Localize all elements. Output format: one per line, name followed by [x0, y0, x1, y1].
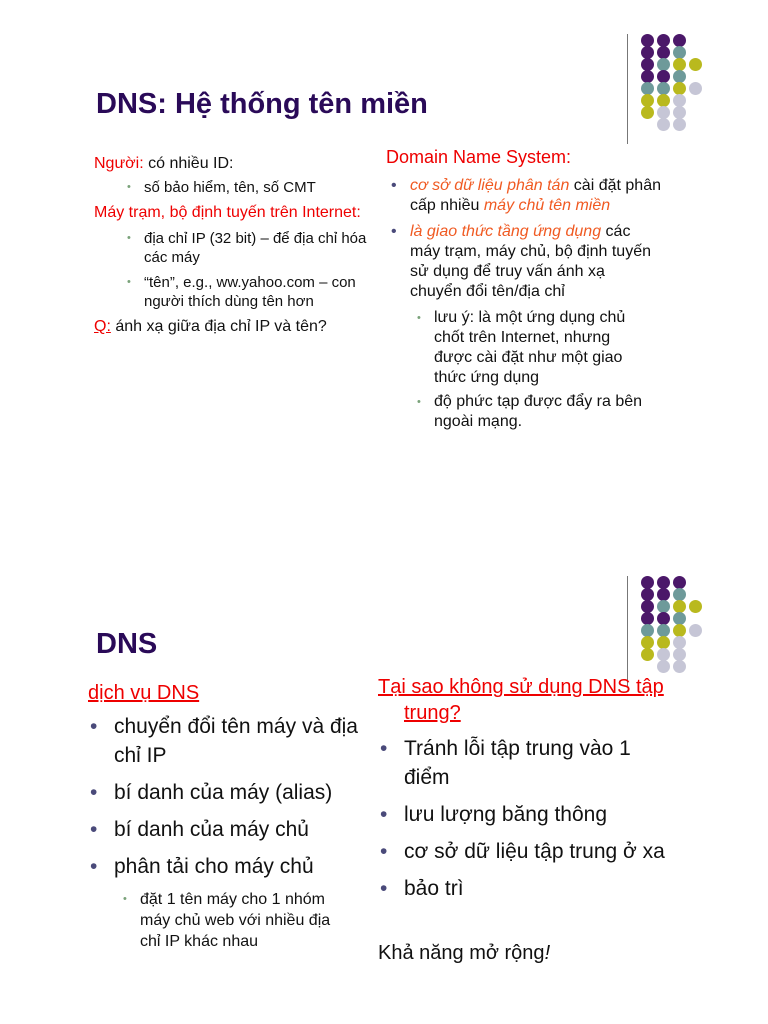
decor-dot: [689, 58, 702, 71]
reason-item: • bảo trì: [380, 877, 464, 900]
right-column: [378, 674, 678, 968]
slide-title: DNS: [96, 628, 158, 660]
people-sub-text: số bảo hiểm, tên, số CMT: [144, 179, 316, 196]
reason-item: • lưu lượng băng thông: [380, 803, 608, 826]
dns-item-1-orange-2: máy chủ tên miền: [483, 197, 611, 214]
slide-title: DNS: Hệ thống tên miền: [96, 88, 428, 120]
dns-item-1-text: cài đặt phân cấp nhiều: [410, 177, 661, 214]
reason-item-text: bảo trì: [404, 877, 464, 900]
why-list: [378, 734, 678, 903]
why-heading-text: Tại sao không sử dụng DNS tập trung?: [378, 676, 664, 724]
q-text: ánh xạ giữa địa chỉ IP và tên?: [110, 318, 327, 335]
service-item: • chuyển đổi tên máy và địa chỉ IP: [90, 715, 358, 767]
decor-dot: [689, 600, 702, 613]
dns-sub-item-2: • độ phức tạp được đẩy ra bên ngoài mạng.: [417, 393, 643, 430]
service-item-text: bí danh của máy (alias): [114, 781, 333, 804]
hosts-sub-item-2: • “tên”, e.g., ww.yahoo.com – con người thích dùng tên hơn: [127, 274, 356, 310]
decor-dot: [689, 624, 702, 637]
reason-item-text: cơ sở dữ liệu tập trung ở xa: [404, 840, 665, 863]
decor-dot: [641, 648, 654, 661]
people-line: [94, 154, 384, 174]
reason-item: • cơ sở dữ liệu tập trung ở xa: [380, 840, 665, 863]
left-column: [94, 154, 384, 337]
decor-dot: [641, 106, 654, 119]
people-label: Người:: [94, 155, 144, 172]
right-column: [386, 146, 686, 432]
dns-item-2: • là giao thức tầng ứng dụng các máy trạm, máy chủ, bộ định tuyến sử dụng để truy vấn ánh xạ chuyển đổi tên/địa chỉ: [391, 223, 651, 300]
reason-item: • Tránh lỗi tập trung vào 1 điểm: [380, 737, 631, 789]
service-item: • phân tải cho máy chủ: [90, 855, 314, 878]
services-sub-text: đặt 1 tên máy cho 1 nhóm máy chủ web với nhiều địa chỉ IP khác nhau: [140, 891, 331, 950]
question-line: [94, 317, 374, 337]
corner-divider-line: [627, 576, 628, 686]
reason-item-text: Tránh lỗi tập trung vào 1 điểm: [404, 737, 631, 789]
service-item-text: bí danh của máy chủ: [114, 818, 309, 841]
service-item: • bí danh của máy chủ: [90, 818, 309, 841]
dns-item-2-orange: là giao thức tầng ứng dụng: [410, 223, 602, 240]
people-sub-item: • số bảo hiểm, tên, số CMT: [127, 179, 316, 196]
decor-dot: [673, 660, 686, 673]
decor-dot: [689, 82, 702, 95]
scalability-footer: [378, 939, 678, 968]
slide-2: [0, 512, 768, 1024]
decor-dot: [657, 118, 670, 131]
services-sub-item: • đặt 1 tên máy cho 1 nhóm máy chủ web với nhiều địa chỉ IP khác nhau: [123, 891, 331, 950]
dns-item-2-text: các máy trạm, máy chủ, bộ định tuyến sử dụng để truy vấn ánh xạ chuyển đổi tên/địa chỉ: [410, 223, 651, 300]
service-item-text: chuyển đổi tên máy và địa chỉ IP: [114, 715, 358, 767]
decor-dot: [657, 660, 670, 673]
scalability-mark: !: [544, 942, 551, 964]
service-item: • bí danh của máy (alias): [90, 781, 333, 804]
left-column: [88, 680, 358, 952]
dns-sub-text-2: độ phức tạp được đẩy ra bên ngoài mạng.: [434, 393, 643, 430]
why-heading: [378, 674, 664, 726]
services-heading: dịch vụ DNS: [88, 682, 200, 704]
services-list: [88, 712, 358, 881]
dns-sub-item-1: • lưu ý: là một ứng dụng chủ chốt trên Internet, nhưng được cài đặt như một giao thức ứng dụng: [417, 309, 626, 386]
dns-item-1: • cơ sở dữ liệu phân tán cài đặt phân cấp nhiều máy chủ tên miền: [391, 177, 661, 214]
hosts-heading: Máy trạm, bộ định tuyến trên Internet:: [94, 204, 361, 221]
scalability-text: Khả năng mở rộng: [378, 942, 545, 964]
corner-divider-line: [627, 34, 628, 144]
q-label: Q:: [94, 318, 111, 335]
service-item-text: phân tải cho máy chủ: [114, 855, 314, 878]
dns-heading: Domain Name System:: [386, 147, 572, 167]
hosts-sub-text-1: địa chỉ IP (32 bit) – để địa chỉ hóa các máy: [144, 230, 367, 266]
reason-item-text: lưu lượng băng thông: [404, 803, 608, 826]
hosts-sub-item-1: • địa chỉ IP (32 bit) – để địa chỉ hóa các máy: [127, 230, 367, 266]
dns-sub-text-1: lưu ý: là một ứng dụng chủ chốt trên Internet, nhưng được cài đặt như một giao thức ứng dụng: [434, 309, 626, 386]
hosts-sub-text-2: “tên”, e.g., ww.yahoo.com – con người thích dùng tên hơn: [144, 274, 356, 310]
decor-dot: [673, 118, 686, 131]
people-text: có nhiều ID:: [143, 155, 234, 172]
dns-item-1-orange: cơ sở dữ liệu phân tán: [410, 177, 570, 194]
